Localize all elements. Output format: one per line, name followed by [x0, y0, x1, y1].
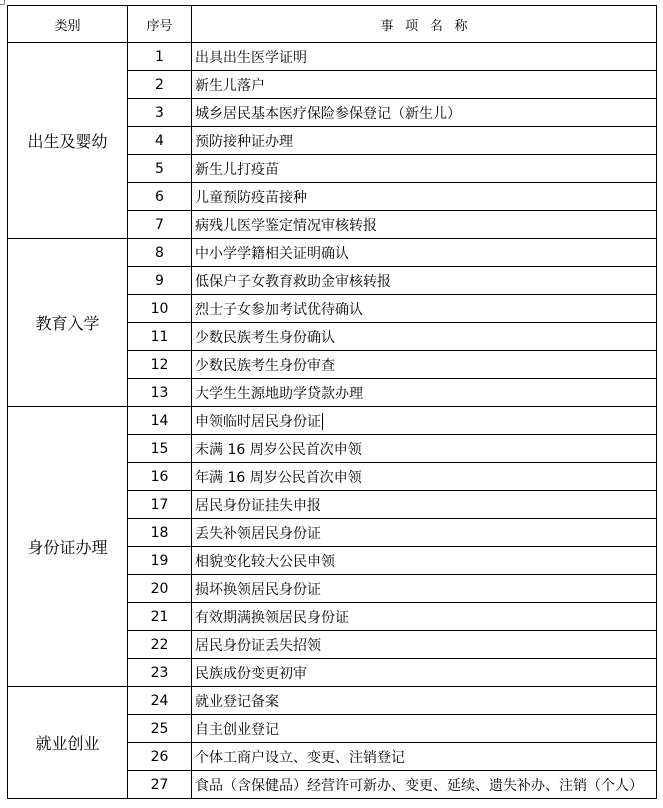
item-name-text: 少数民族考生身份审查 — [195, 357, 335, 374]
item-name-cell[interactable] — [192, 547, 657, 575]
item-name-text: 个体工商户设立、变更、注销登记 — [195, 749, 405, 766]
item-number-cell: 4 — [128, 127, 192, 155]
item-number-cell: 16 — [128, 463, 192, 491]
item-name-cell[interactable] — [192, 351, 657, 379]
item-number-cell: 19 — [128, 547, 192, 575]
item-name-cell[interactable] — [192, 127, 657, 155]
item-name-text: 年满 16 周岁公民首次申领 — [195, 469, 362, 486]
item-number-cell: 27 — [128, 771, 192, 799]
item-number-cell: 17 — [128, 491, 192, 519]
item-number-cell: 9 — [128, 267, 192, 295]
category-cell: 就业创业 — [8, 687, 128, 799]
category-cell: 教育入学 — [8, 239, 128, 407]
item-name-text: 烈士子女参加考试优待确认 — [195, 301, 363, 318]
item-number-cell: 21 — [128, 603, 192, 631]
item-number-cell: 5 — [128, 155, 192, 183]
table-row — [8, 407, 657, 435]
item-number-cell: 2 — [128, 71, 192, 99]
item-name-text: 申领临时居民身份证 — [195, 413, 321, 430]
item-number-cell: 13 — [128, 379, 192, 407]
item-number-cell: 6 — [128, 183, 192, 211]
item-name-text: 低保户子女教育救助金审核转报 — [195, 273, 391, 290]
item-name-cell[interactable] — [192, 183, 657, 211]
table-row — [8, 43, 657, 71]
item-number-cell: 22 — [128, 631, 192, 659]
item-name-cell[interactable] — [192, 771, 657, 799]
item-name-text: 新生儿落户 — [195, 77, 265, 94]
item-number-cell: 20 — [128, 575, 192, 603]
item-name-text: 新生儿打疫苗 — [195, 161, 279, 178]
item-name-text: 就业登记备案 — [195, 693, 279, 710]
item-name-cell[interactable] — [192, 267, 657, 295]
item-name-text: 未满 16 周岁公民首次申领 — [195, 441, 362, 458]
item-name-text: 损坏换领居民身份证 — [195, 581, 321, 598]
item-name-cell[interactable] — [192, 603, 657, 631]
header-row — [8, 6, 657, 43]
item-number-cell: 11 — [128, 323, 192, 351]
item-name-cell[interactable] — [192, 295, 657, 323]
item-name-text: 居民身份证丢失招领 — [195, 637, 321, 654]
item-name-text: 食品（含保健品）经营许可新办、变更、延续、遗失补办、注销（个人） — [195, 777, 643, 794]
item-name-cell[interactable] — [192, 43, 657, 71]
item-number-cell: 25 — [128, 715, 192, 743]
item-number-cell: 24 — [128, 687, 192, 715]
item-name-cell[interactable] — [192, 407, 657, 435]
header-number: 序号 — [128, 6, 192, 43]
table-row — [8, 687, 657, 715]
item-name-cell[interactable] — [192, 575, 657, 603]
header-category: 类别 — [8, 6, 128, 43]
table-row — [8, 239, 657, 267]
item-name-cell[interactable] — [192, 71, 657, 99]
item-number-cell: 1 — [128, 43, 192, 71]
item-name-cell[interactable] — [192, 491, 657, 519]
item-name-cell[interactable] — [192, 631, 657, 659]
item-name-cell[interactable] — [192, 463, 657, 491]
item-name-cell[interactable] — [192, 155, 657, 183]
item-name-text: 少数民族考生身份确认 — [195, 329, 335, 346]
item-name-text: 居民身份证挂失申报 — [195, 497, 321, 514]
item-name-cell[interactable] — [192, 239, 657, 267]
item-number-cell: 26 — [128, 743, 192, 771]
item-name-cell[interactable] — [192, 519, 657, 547]
item-name-cell[interactable] — [192, 379, 657, 407]
item-number-cell: 7 — [128, 211, 192, 239]
item-name-cell[interactable] — [192, 659, 657, 687]
item-number-cell: 12 — [128, 351, 192, 379]
item-name-cell[interactable] — [192, 715, 657, 743]
item-number-cell: 3 — [128, 99, 192, 127]
item-name-text: 病残儿医学鉴定情况审核转报 — [195, 217, 377, 234]
item-number-cell: 18 — [128, 519, 192, 547]
item-name-cell[interactable] — [192, 323, 657, 351]
category-cell: 出生及婴幼 — [8, 43, 128, 239]
item-number-cell: 10 — [128, 295, 192, 323]
text-cursor — [322, 413, 323, 430]
item-number-cell: 15 — [128, 435, 192, 463]
item-number-cell: 23 — [128, 659, 192, 687]
item-name-text: 儿童预防疫苗接种 — [195, 189, 307, 206]
item-name-text: 大学生生源地助学贷款办理 — [195, 385, 363, 402]
service-items-table — [7, 5, 657, 799]
item-name-text: 有效期满换领居民身份证 — [195, 609, 349, 626]
item-number-cell: 14 — [128, 407, 192, 435]
item-name-cell[interactable] — [192, 99, 657, 127]
item-name-text: 相貌变化较大公民申领 — [195, 553, 335, 570]
item-name-text: 丢失补领居民身份证 — [195, 525, 321, 542]
item-name-cell[interactable] — [192, 687, 657, 715]
item-name-text: 城乡居民基本医疗保险参保登记（新生儿） — [195, 105, 461, 122]
item-name-text: 民族成份变更初审 — [195, 665, 307, 682]
item-name-cell[interactable] — [192, 211, 657, 239]
header-item-name: 事项名称 — [192, 6, 657, 43]
category-cell: 身份证办理 — [8, 407, 128, 687]
page-corner-mark — [0, 0, 5, 5]
item-name-text: 自主创业登记 — [195, 721, 279, 738]
item-number-cell: 8 — [128, 239, 192, 267]
item-name-text: 预防接种证办理 — [195, 133, 293, 150]
item-name-text: 出具出生医学证明 — [195, 49, 307, 66]
item-name-cell[interactable] — [192, 435, 657, 463]
item-name-text: 中小学学籍相关证明确认 — [195, 245, 349, 262]
item-name-cell[interactable] — [192, 743, 657, 771]
